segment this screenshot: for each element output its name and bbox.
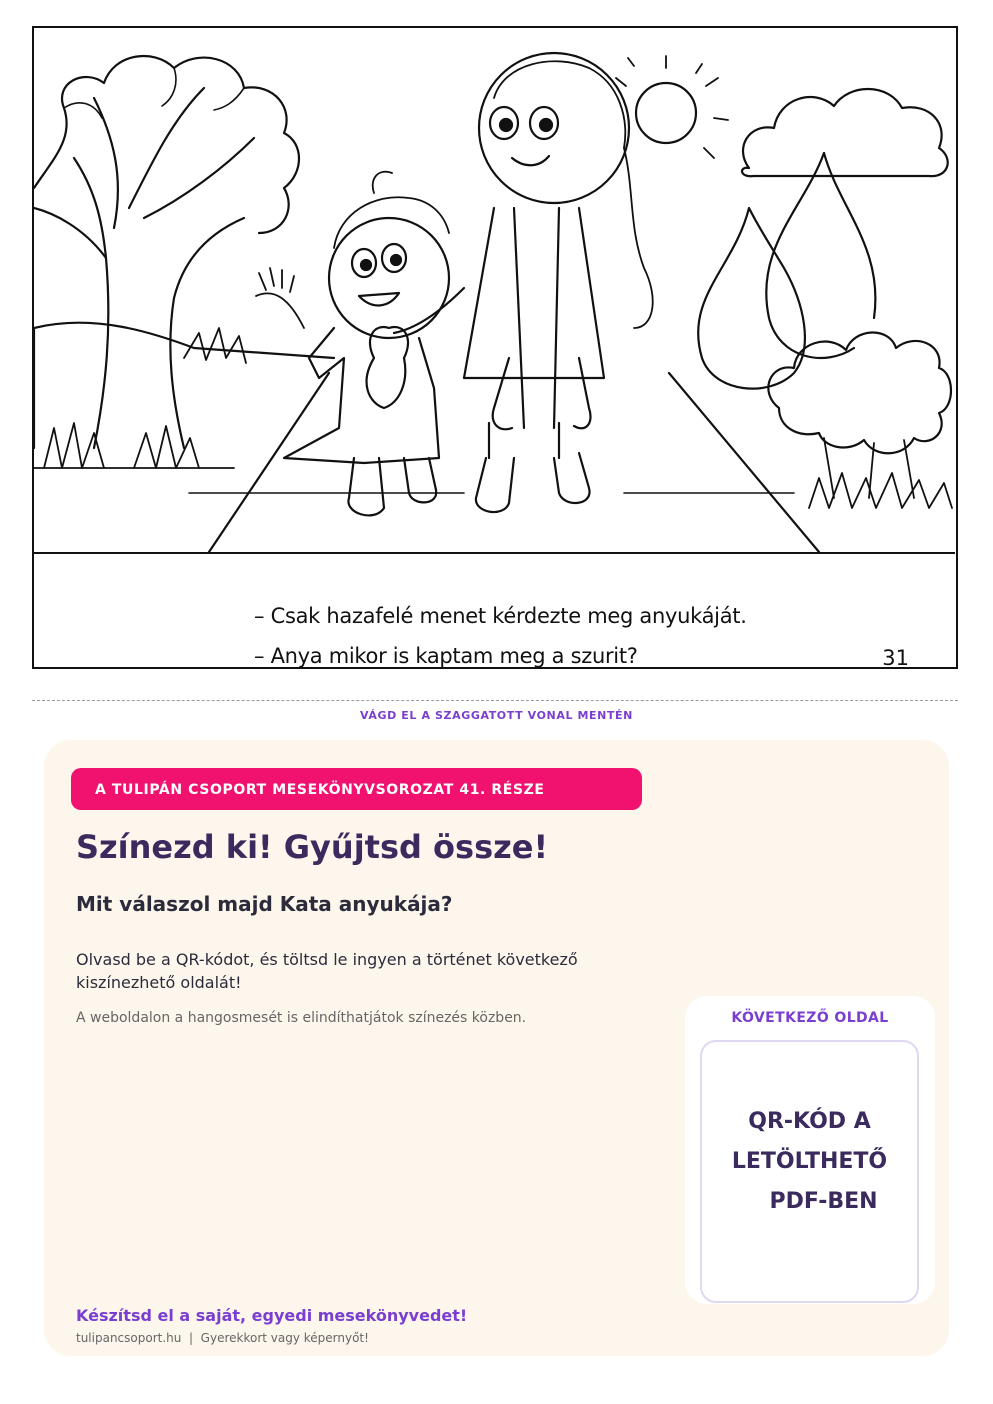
cut-instruction: VÁGD EL A SZAGGATOTT VONAL MENTÉN <box>360 709 633 722</box>
qr-text-line-1: QR-KÓD A <box>748 1109 871 1134</box>
series-badge: A TULIPÁN CSOPORT MESEKÖNYVSOROZAT 41. RÉSZE <box>71 768 642 810</box>
girl-figure <box>256 172 449 516</box>
instructions-text: Olvasd be a QR-kódot, és töltsd le ingyen a történet következő kiszínezhető oldalát! <box>76 950 578 992</box>
cloud <box>742 89 948 176</box>
info-card <box>44 740 949 1356</box>
mother-figure <box>394 53 653 512</box>
next-page-label: KÖVETKEZŐ OLDAL <box>731 1010 889 1026</box>
subheadline: Mit válaszol majd Kata anyukája? <box>76 892 453 916</box>
tree-left <box>34 56 299 448</box>
audio-note: A weboldalon a hangosmesét is elindíthatjátok színezés közben. <box>76 1010 527 1026</box>
cut-line <box>32 700 958 701</box>
sun <box>616 56 728 158</box>
coloring-illustration <box>34 28 955 552</box>
coloring-page <box>32 26 958 669</box>
path-left-edge <box>209 373 329 552</box>
qr-text-line-3: PDF-BEN <box>769 1189 878 1214</box>
hill <box>34 323 334 358</box>
qr-text-line-2: LETÖLTHETŐ <box>731 1149 888 1174</box>
path-right-edge <box>669 373 819 552</box>
qr-placeholder-text <box>702 1102 917 1222</box>
page-number: 31 <box>882 646 909 670</box>
trees-right <box>698 153 875 389</box>
caption-band <box>34 552 955 670</box>
qr-code-placeholder[interactable] <box>700 1040 919 1303</box>
call-to-action: Készítsd el a saját, egyedi mesekönyvedet! <box>76 1306 468 1325</box>
bush-right <box>768 332 952 508</box>
headline: Színezd ki! Gyűjtsd össze! <box>76 828 549 866</box>
caption-line-2: – Anya mikor is kaptam meg a szurit? <box>254 644 638 668</box>
caption-line-1: – Csak hazafelé menet kérdezte meg anyukáját. <box>254 604 747 628</box>
next-page-box <box>685 996 935 1304</box>
footer-text: tulipancsoport.hu | Gyerekkort vagy képernyőt! <box>76 1331 369 1345</box>
